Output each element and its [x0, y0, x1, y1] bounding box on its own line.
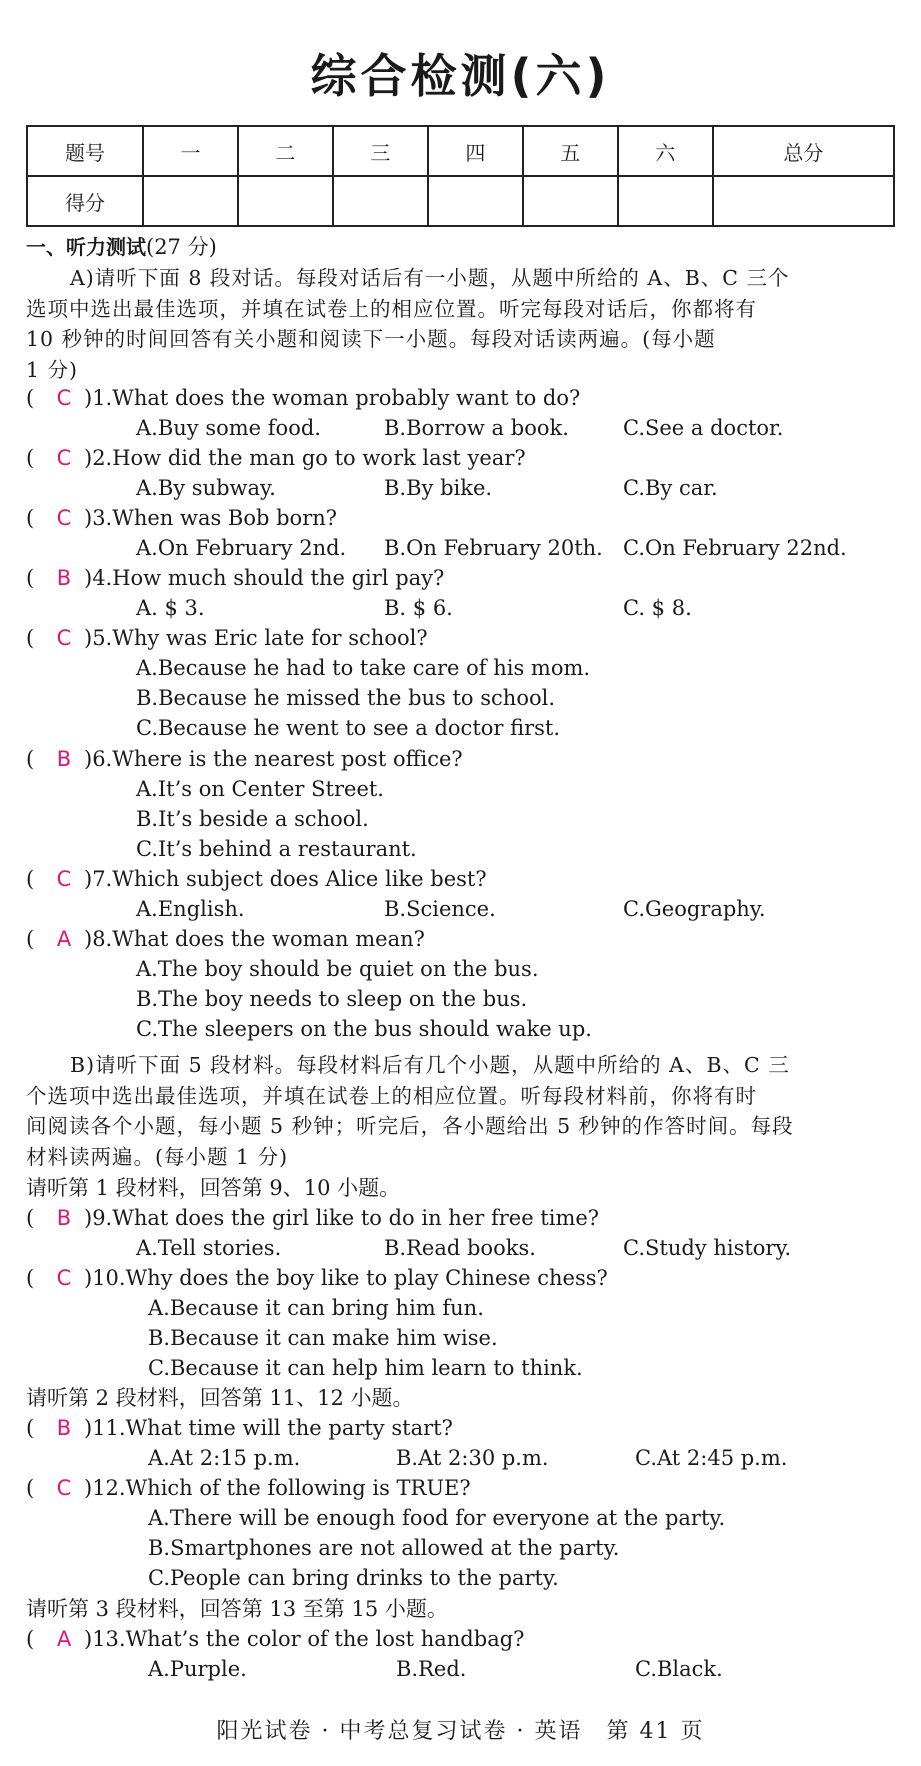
question-stem — [26, 1413, 453, 1443]
answer-option: A.Because it can bring him fun. — [148, 1296, 484, 1320]
score-header-cell: 五 — [523, 126, 618, 176]
question-text: )5.Why was Eric late for school? — [84, 626, 428, 650]
answer-mark[interactable]: C — [56, 506, 72, 530]
question-text: )13.What’s the color of the lost handbag? — [84, 1627, 525, 1651]
answer-option: C. $ 8. — [623, 596, 692, 620]
question-text: )9.What does the girl like to do in her free time? — [84, 1206, 600, 1230]
answer-option: C.On February 22nd. — [623, 536, 847, 560]
answer-option: A.Buy some food. — [136, 416, 321, 440]
section-points: (27 分) — [146, 235, 217, 259]
answer-option: A.Purple. — [148, 1657, 247, 1681]
question-stem — [26, 924, 425, 954]
answer-mark[interactable]: A — [56, 1627, 72, 1651]
score-cell[interactable] — [238, 176, 333, 226]
answer-mark[interactable]: B — [56, 747, 72, 771]
answer-option: C.See a doctor. — [623, 416, 784, 440]
question-text: )2.How did the man go to work last year? — [84, 446, 526, 470]
score-table — [26, 125, 895, 227]
question-stem — [26, 744, 463, 774]
page-title: 综合检测(六) — [310, 49, 611, 103]
instruction-line: 材料读两遍。(每小题 1 分) — [26, 1144, 289, 1169]
answer-mark[interactable]: C — [56, 386, 72, 410]
open-paren: ( — [26, 1627, 35, 1651]
question-stem — [26, 1624, 524, 1654]
page-footer: 阳光试卷 · 中考总复习试卷 · 英语 第 41 页 — [216, 1719, 705, 1744]
score-header-cell: 三 — [333, 126, 428, 176]
question-text: )11.What time will the party start? — [84, 1416, 453, 1440]
question-stem — [26, 623, 428, 653]
score-header-cell: 题号 — [27, 126, 143, 176]
answer-option: B.At 2:30 p.m. — [396, 1446, 549, 1470]
answer-option: B.Smartphones are not allowed at the party. — [148, 1536, 620, 1560]
answer-mark[interactable]: B — [56, 1206, 72, 1230]
material-heading: 请听第 1 段材料，回答第 9、10 小题。 — [26, 1176, 401, 1200]
question-stem — [26, 1263, 608, 1293]
open-paren: ( — [26, 506, 35, 530]
answer-option: B.Because he missed the bus to school. — [136, 686, 555, 710]
answer-option: C.By car. — [623, 476, 718, 500]
answer-option: B.By bike. — [384, 476, 493, 500]
answer-mark[interactable]: A — [56, 927, 72, 951]
answer-option: C.The sleepers on the bus should wake up. — [136, 1017, 592, 1041]
answer-option: B.It’s beside a school. — [136, 807, 369, 831]
answer-option: C.At 2:45 p.m. — [635, 1446, 788, 1470]
answer-mark[interactable]: C — [56, 446, 72, 470]
instruction-line: 1 分) — [26, 357, 79, 382]
question-stem — [26, 563, 444, 593]
instruction-line: B)请听下面 5 段材料。每段材料后有几个小题，从题中所给的 A、B、C 三 — [70, 1053, 790, 1077]
open-paren: ( — [26, 1416, 35, 1440]
question-stem — [26, 383, 580, 413]
question-text: )4.How much should the girl pay? — [84, 566, 445, 590]
question-text: )10.Why does the boy like to play Chinese chess? — [84, 1266, 608, 1290]
answer-option: A.It’s on Center Street. — [136, 777, 384, 801]
score-header-cell: 六 — [618, 126, 713, 176]
answer-option: C.Black. — [635, 1657, 723, 1681]
score-cell[interactable] — [523, 176, 618, 226]
answer-option: A.Because he had to take care of his mom. — [136, 656, 591, 680]
answer-mark[interactable]: C — [56, 867, 72, 891]
answer-option: C.Geography. — [623, 897, 766, 921]
material-heading: 请听第 2 段材料，回答第 11、12 小题。 — [26, 1386, 414, 1410]
question-stem — [26, 443, 526, 473]
answer-option: B.Read books. — [384, 1236, 536, 1260]
open-paren: ( — [26, 867, 35, 891]
part-b-instructions — [26, 1050, 896, 1172]
answer-option: A.There will be enough food for everyone at the party. — [148, 1506, 726, 1530]
answer-option: A.At 2:15 p.m. — [148, 1446, 301, 1470]
open-paren: ( — [26, 927, 35, 951]
answer-mark[interactable]: C — [56, 1476, 72, 1500]
answer-mark[interactable]: B — [56, 1416, 72, 1440]
open-paren: ( — [26, 747, 35, 771]
question-text: )3.When was Bob born? — [84, 506, 338, 530]
score-row-label: 得分 — [27, 176, 143, 226]
score-cell[interactable] — [143, 176, 238, 226]
score-header-cell: 总分 — [713, 126, 894, 176]
answer-option: B.On February 20th. — [384, 536, 603, 560]
instruction-line: 10 秒钟的时间回答有关小题和阅读下一小题。每段对话读两遍。(每小题 — [26, 327, 716, 352]
score-table-header-row — [27, 126, 894, 176]
score-cell[interactable] — [618, 176, 713, 226]
score-cell[interactable] — [713, 176, 894, 226]
question-text: )8.What does the woman mean? — [84, 927, 425, 951]
answer-option: C.It’s behind a restaurant. — [136, 837, 417, 861]
question-text: )7.Which subject does Alice like best? — [84, 867, 487, 891]
score-cell[interactable] — [428, 176, 523, 226]
instruction-line: 间阅读各个小题，每小题 5 秒钟；听完后，各小题给出 5 秒钟的作答时间。每段 — [26, 1114, 794, 1139]
answer-option: B.The boy needs to sleep on the bus. — [136, 987, 528, 1011]
open-paren: ( — [26, 1266, 35, 1290]
open-paren: ( — [26, 626, 35, 650]
answer-option: B.Borrow a book. — [384, 416, 569, 440]
open-paren: ( — [26, 1476, 35, 1500]
open-paren: ( — [26, 566, 35, 590]
answer-mark[interactable]: C — [56, 1266, 72, 1290]
answer-option: C.Because he went to see a doctor first. — [136, 716, 561, 740]
instruction-line: A)请听下面 8 段对话。每段对话后有一小题，从题中所给的 A、B、C 三个 — [70, 266, 790, 290]
score-table-score-row — [27, 176, 894, 226]
question-text: )12.Which of the following is TRUE? — [84, 1476, 471, 1500]
section-title: 一、听力测试 — [26, 235, 146, 259]
question-stem — [26, 1203, 599, 1233]
answer-option: C.Study history. — [623, 1236, 792, 1260]
instruction-line: 选项中选出最佳选项，并填在试卷上的相应位置。听完每段对话后，你都将有 — [26, 296, 757, 321]
answer-option: A.By subway. — [136, 476, 276, 500]
score-header-cell: 二 — [238, 126, 333, 176]
answer-option: C.Because it can help him learn to think. — [148, 1356, 583, 1380]
score-header-cell: 一 — [143, 126, 238, 176]
question-stem — [26, 1473, 471, 1503]
question-stem — [26, 503, 337, 533]
answer-option: B.Science. — [384, 897, 496, 921]
section-heading — [26, 232, 217, 262]
answer-option: B.Red. — [396, 1657, 467, 1681]
question-text: )6.Where is the nearest post office? — [84, 747, 463, 771]
answer-option: C.People can bring drinks to the party. — [148, 1566, 559, 1590]
instruction-line: 个选项中选出最佳选项，并填在试卷上的相应位置。听每段材料前，你将有时 — [26, 1083, 757, 1108]
open-paren: ( — [26, 1206, 35, 1230]
open-paren: ( — [26, 386, 35, 410]
score-cell[interactable] — [333, 176, 428, 226]
answer-mark[interactable]: C — [56, 626, 72, 650]
answer-option: A. $ 3. — [136, 596, 205, 620]
answer-option: A.On February 2nd. — [136, 536, 347, 560]
part-a-instructions — [26, 263, 896, 385]
answer-mark[interactable]: B — [56, 566, 72, 590]
answer-option: B.Because it can make him wise. — [148, 1326, 498, 1350]
answer-option: B. $ 6. — [384, 596, 453, 620]
answer-option: A.The boy should be quiet on the bus. — [136, 957, 539, 981]
answer-option: A.English. — [136, 897, 245, 921]
answer-option: A.Tell stories. — [136, 1236, 282, 1260]
question-stem — [26, 864, 487, 894]
material-heading: 请听第 3 段材料，回答第 13 至第 15 小题。 — [26, 1597, 448, 1621]
score-header-cell: 四 — [428, 126, 523, 176]
open-paren: ( — [26, 446, 35, 470]
question-text: )1.What does the woman probably want to do? — [84, 386, 581, 410]
